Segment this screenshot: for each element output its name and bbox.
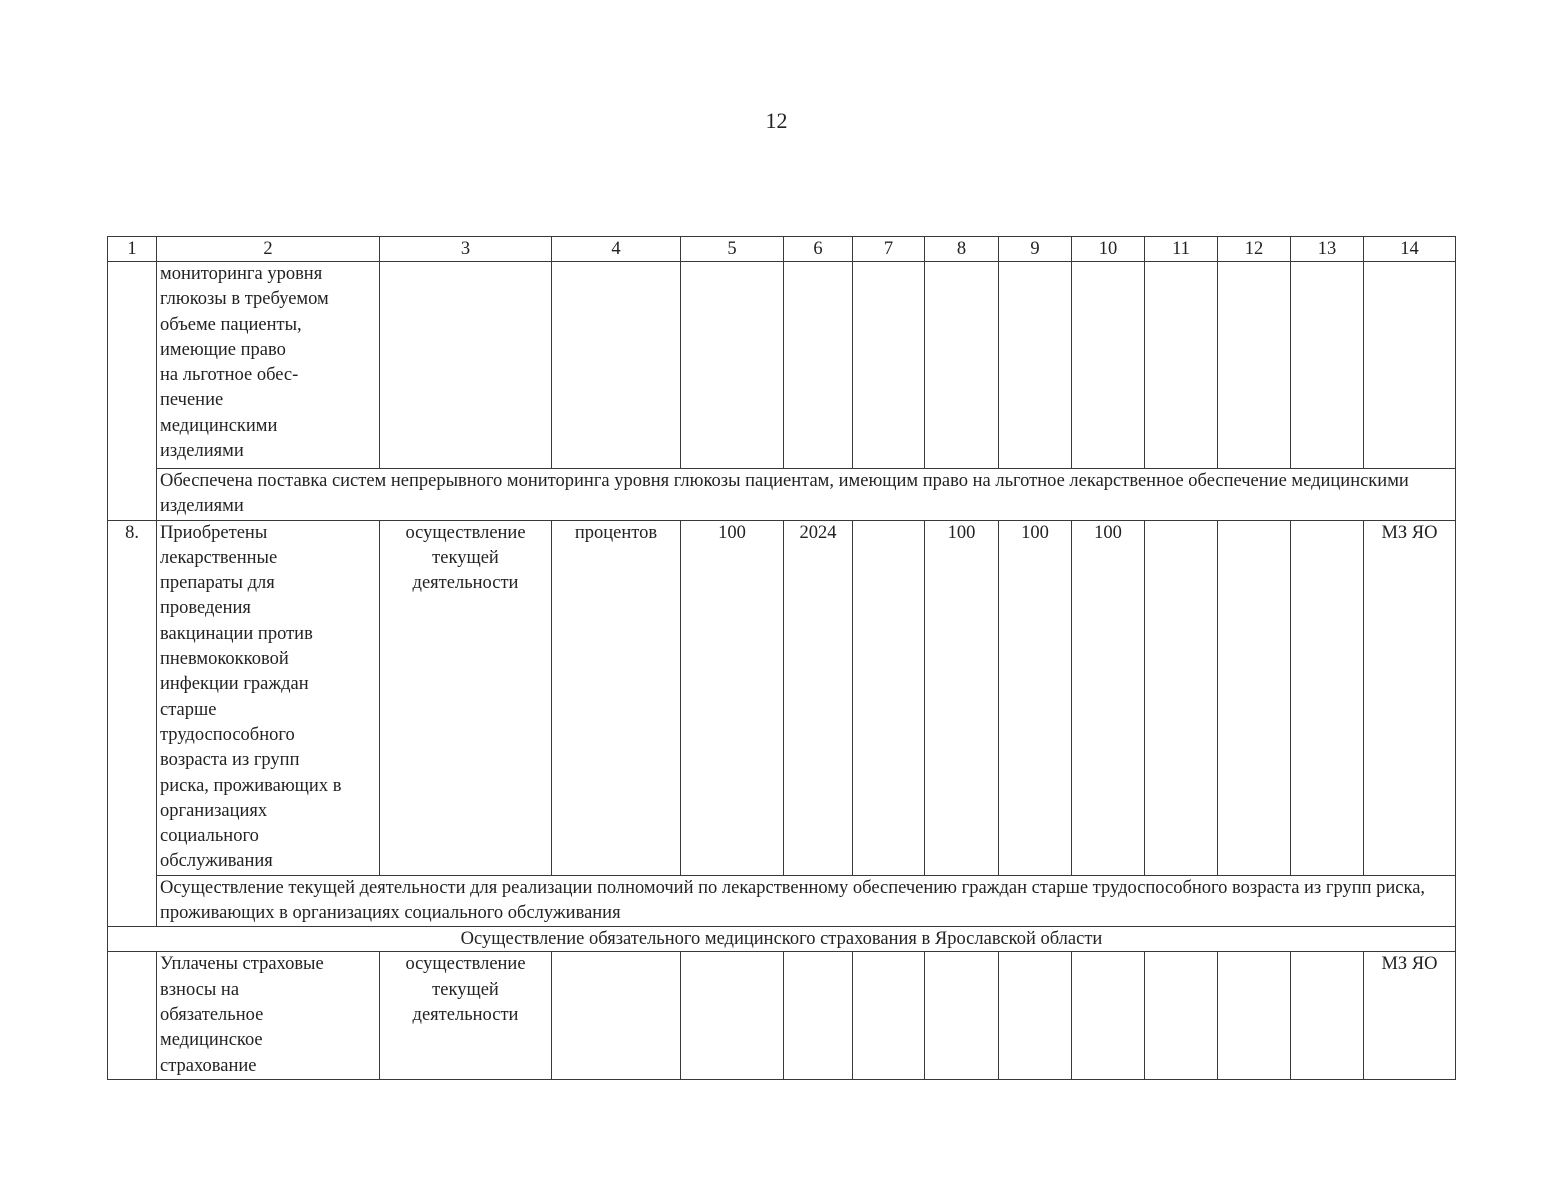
- column-number: 10: [1072, 237, 1145, 262]
- text-line: старше: [160, 699, 217, 720]
- activity-type-cell: [380, 952, 552, 1079]
- text-line: проведения: [160, 598, 251, 619]
- column-number: 7: [853, 237, 925, 262]
- section-title: Осуществление обязательного медицинского страхования в Ярославской области: [108, 927, 1456, 952]
- text-line: глюкозы в требуемом: [160, 289, 329, 310]
- table-row: [108, 520, 1456, 875]
- text-line: Приобретены: [160, 522, 268, 543]
- text-line: деятельности: [412, 573, 519, 594]
- empty-cell: [1218, 952, 1291, 1079]
- value-cell: [853, 520, 925, 875]
- empty-cell: [1072, 262, 1145, 469]
- text-line: текущей: [432, 979, 499, 1000]
- empty-cell: [925, 262, 999, 469]
- empty-cell: [784, 952, 853, 1079]
- base-value-cell: 100: [681, 520, 784, 875]
- base-year-cell: 2024: [784, 520, 853, 875]
- empty-cell: [1291, 952, 1364, 1079]
- text-line: препараты для: [160, 573, 275, 594]
- empty-cell: [1072, 952, 1145, 1079]
- table-row: [108, 262, 1456, 469]
- page-number: 12: [765, 108, 788, 133]
- text-line: печение: [160, 390, 224, 411]
- result-note: Осуществление текущей деятельности для реализации полномочий по лекарственному обеспечению граждан старше трудоспособного возраста из групп риска, проживающих в организациях социального обслуживания: [157, 875, 1456, 927]
- section-row: [108, 927, 1456, 952]
- column-number: 4: [552, 237, 681, 262]
- column-number: 1: [108, 237, 157, 262]
- text-line: возраста из групп: [160, 750, 300, 771]
- empty-cell: [1218, 262, 1291, 469]
- text-line: осуществление: [405, 522, 526, 543]
- text-line: изделиями: [160, 441, 244, 462]
- text-line: имеющие право: [160, 339, 286, 360]
- column-number: 5: [681, 237, 784, 262]
- column-number: 8: [925, 237, 999, 262]
- text-line: объеме пациенты,: [160, 314, 302, 335]
- text-line: пневмококковой: [160, 649, 289, 670]
- result-note: Обеспечена поставка систем непрерывного мониторинга уровня глюкозы пациентам, имеющим право на льготное лекарственное обеспечение медицинскими изделиями: [157, 469, 1456, 521]
- indicators-table: [107, 236, 1456, 1080]
- value-cell: 100: [999, 520, 1072, 875]
- indicator-name-cell: [157, 520, 380, 875]
- text-line: медицинскими: [160, 415, 278, 436]
- text-line: страхование: [160, 1055, 257, 1076]
- text-line: текущей: [432, 547, 499, 568]
- column-number: 2: [157, 237, 380, 262]
- empty-cell: [853, 262, 925, 469]
- row-number-cell: [108, 262, 157, 521]
- result-note-row: [108, 469, 1456, 521]
- text-line: вакцинации против: [160, 623, 313, 644]
- empty-cell: [853, 952, 925, 1079]
- result-note-row: [108, 875, 1456, 927]
- column-number: 9: [999, 237, 1072, 262]
- column-number: 12: [1218, 237, 1291, 262]
- text-line: взносы на: [160, 979, 240, 1000]
- empty-cell: [1291, 262, 1364, 469]
- text-line: обслуживания: [160, 851, 273, 872]
- column-number: 11: [1145, 237, 1218, 262]
- text-line: лекарственные: [160, 547, 278, 568]
- empty-cell: [1145, 952, 1218, 1079]
- empty-cell: [999, 952, 1072, 1079]
- text-line: трудоспособного: [160, 724, 295, 745]
- empty-cell: [552, 952, 681, 1079]
- empty-cell: [681, 952, 784, 1079]
- empty-cell: [999, 262, 1072, 469]
- responsible-cell: МЗ ЯО: [1364, 520, 1456, 875]
- text-line: инфекции граждан: [160, 674, 309, 695]
- text-line: мониторинга уровня: [160, 264, 323, 284]
- responsible-cell: МЗ ЯО: [1364, 952, 1456, 1079]
- empty-cell: [380, 262, 552, 469]
- row-number-cell: [108, 952, 157, 1079]
- empty-cell: [681, 262, 784, 469]
- unit-cell: процентов: [552, 520, 681, 875]
- empty-cell: [925, 952, 999, 1079]
- row-number-cell: 8.: [108, 520, 157, 927]
- value-cell: [1218, 520, 1291, 875]
- text-line: деятельности: [412, 1004, 519, 1025]
- text-line: риска, проживающих в: [160, 775, 342, 796]
- text-line: медицинское: [160, 1030, 263, 1051]
- empty-cell: [552, 262, 681, 469]
- text-line: социального: [160, 826, 259, 847]
- value-cell: [1291, 520, 1364, 875]
- value-cell: 100: [925, 520, 999, 875]
- column-number: 13: [1291, 237, 1364, 262]
- indicator-name-cell: [157, 952, 380, 1079]
- indicator-name-cell: [157, 262, 380, 469]
- column-number-row: [108, 237, 1456, 262]
- empty-cell: [1145, 262, 1218, 469]
- column-number: 6: [784, 237, 853, 262]
- column-number: 3: [380, 237, 552, 262]
- empty-cell: [1364, 262, 1456, 469]
- empty-cell: [784, 262, 853, 469]
- text-line: Уплачены страховые: [160, 954, 324, 975]
- value-cell: [1145, 520, 1218, 875]
- text-line: осуществление: [405, 954, 526, 975]
- text-line: на льготное обес-: [160, 365, 299, 386]
- text-line: организациях: [160, 800, 268, 821]
- column-number: 14: [1364, 237, 1456, 262]
- table-row: [108, 952, 1456, 1079]
- activity-type-cell: [380, 520, 552, 875]
- text-line: обязательное: [160, 1004, 264, 1025]
- value-cell: 100: [1072, 520, 1145, 875]
